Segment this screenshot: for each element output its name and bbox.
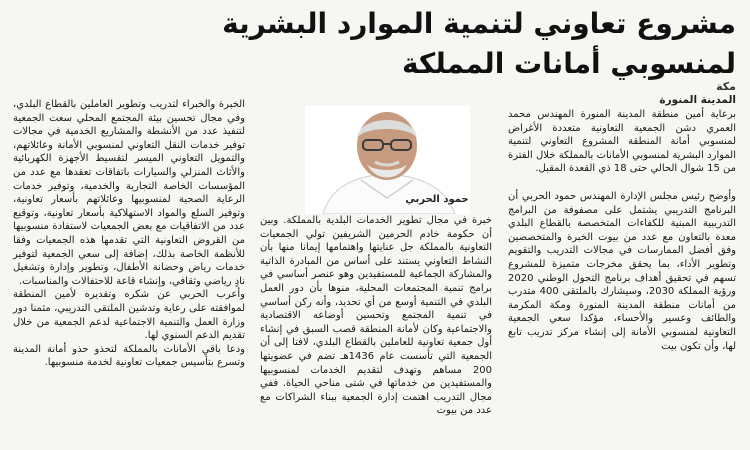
article-column-right [508, 108, 736, 353]
photo-caption: حمود الحربي [405, 194, 469, 205]
headline-line-1: مشروع تعاوني لتنمية الموارد البشرية [222, 7, 736, 40]
article-paragraph: وأوضح رئيس مجلس الإدارة المهندس حمود الحربي أن البرنامج التدريبي يشتمل على مصفوفة من البرامج التدريبية المبنية للكفاءات المتخصصة بالقطاع البلدي معدة بالتعاون مع عدد من بيوت الخبرة والمتخصصين وفق أفضل الممارسات في مجالات التدريب والتقويم وتطوير الأداء، بما يحقق مخرجات متميزة للمشروع تسهم في تحقيق أهداف برنامج التحول الوطني 2020 ورؤية المملكة 2030، وسيشارك بالملتقى 400 متدرب من أمانات منطقة المدينة المنورة ومكة المكرمة والطائف وعسير والأحساء، مؤكدا سعي الجمعية التعاونية لمنسوبي الأمانة إلى إنشاء مركز تدريب تابع لها، وأن تكون بيت [508, 190, 737, 352]
headline-line-2: لمنسوبي أمانات المملكة [401, 47, 736, 80]
article-column-left [13, 98, 245, 370]
article-lead: برعاية أمين منطقة المدينة المنورة المهندس محمد العمري دشن الجمعية التعاونية متعددة الأغراض لمنسوبي أمانة المنطقة المشروع التعاوني لتنمية الموارد البشرية لمنسوبي الأمانات بالمملكة خلال الفترة من 15 شوال الحالي حتى 18 ذي القعدة المقبل. [508, 109, 736, 175]
article-headline [11, 4, 736, 84]
dateline: مكة [716, 80, 736, 93]
article-paragraph: ودعا باقي الأمانات بالمملكة لتحذو حذو أمانة المدينة وتسرع بتأسيس جمعيات تعاونية لخدمة منسوبيها. [13, 343, 245, 369]
article-paragraph: الخبرة والخبراء لتدريب وتطوير العاملين بالقطاع البلدي، وفي مجال تحسين بيئة المجتمع المحلي سعت الجمعية لتنفيذ عدد من الأنشطة والمشاريع الخدمية في مجالات توفير خدمات النقل التعاوني لمنسوبي الأمانة وعائلاتهم، والتمويل التعاوني الميسر لتقسيط الأجهزة الكهربائية والأثاث المنزلي والسيارات باتفاقات تعقدها مع عدد من المؤسسات الخاصة التجارية والخدمية، وتوفير خدمات الرعاية الصحية لمنسوبيها وعائلاتهم بأسعار تعاونية، وتوفير السلع والمواد الاستهلاكية بأسعار تعاونية، وتوقيع عدد من الاتفاقيات مع بعض الجمعيات لاستفادة منسوبيها من القروض التعاونية التي تقدمها هذه الجمعيات وفقا للأنظمة الخاصة بذلك، إضافة إلى سعي الجمعية لتوفير خدمات رياض وحضانة الأطفال، وتطوير وإدارة وتشغيل نادٍ رياضي وثقافي، وإنشاء قاعة للاحتفالات والمناسبات. [13, 99, 245, 287]
location-subhead: المدينة المنورة [659, 94, 736, 106]
article-paragraph: خبرة في مجال تطوير الخدمات البلدية بالمملكة. وبين أن حكومة خادم الحرمين الشريفين تولي الجمعيات التعاونية بالمملكة جل عنايتها واهتمامها إيمانا منها بأن النشاط التعاوني يستند على أساس من المبادرة الذاتية والمشاركة الجماعية للمستفيدين وهو عنصر أساسي في برامج تنمية المجتمعات المحلية، منوها بأن دور العمل البلدي في التنمية أوسع من أي تحديد، وأنه ركن أساسي في تنمية المجتمع وتحسين أوضاعه الاقتصادية والاجتماعية وكان لأمانة المنطقة قصب السبق في إنشاء أول جمعية تعاونية للعاملين بالقطاع البلدي، لافتا إلى أن الجمعية التي تأسست عام 1436هـ تضم في عضويتها 200 مساهم وتهدف لتقديم الخدمات لمنسوبيها والمستفيدين من خدماتها في شتى مناحي الحياة. ففي مجال التدريب اهتمت إدارة الجمعية ببناء الشراكات مع عدد من بيوت [260, 215, 492, 417]
article-paragraph: وأعرب الحربي عن شكره وتقديره لأمين المنطقة لموافقته على رعاية وتدشين الملتقى التدريبي، مثمنا دور وزارة العمل والتنمية الاجتماعية لدعم الجمعية من خلال تقديم الدعم السنوي لها. [13, 289, 245, 342]
article-column-middle [260, 214, 492, 418]
